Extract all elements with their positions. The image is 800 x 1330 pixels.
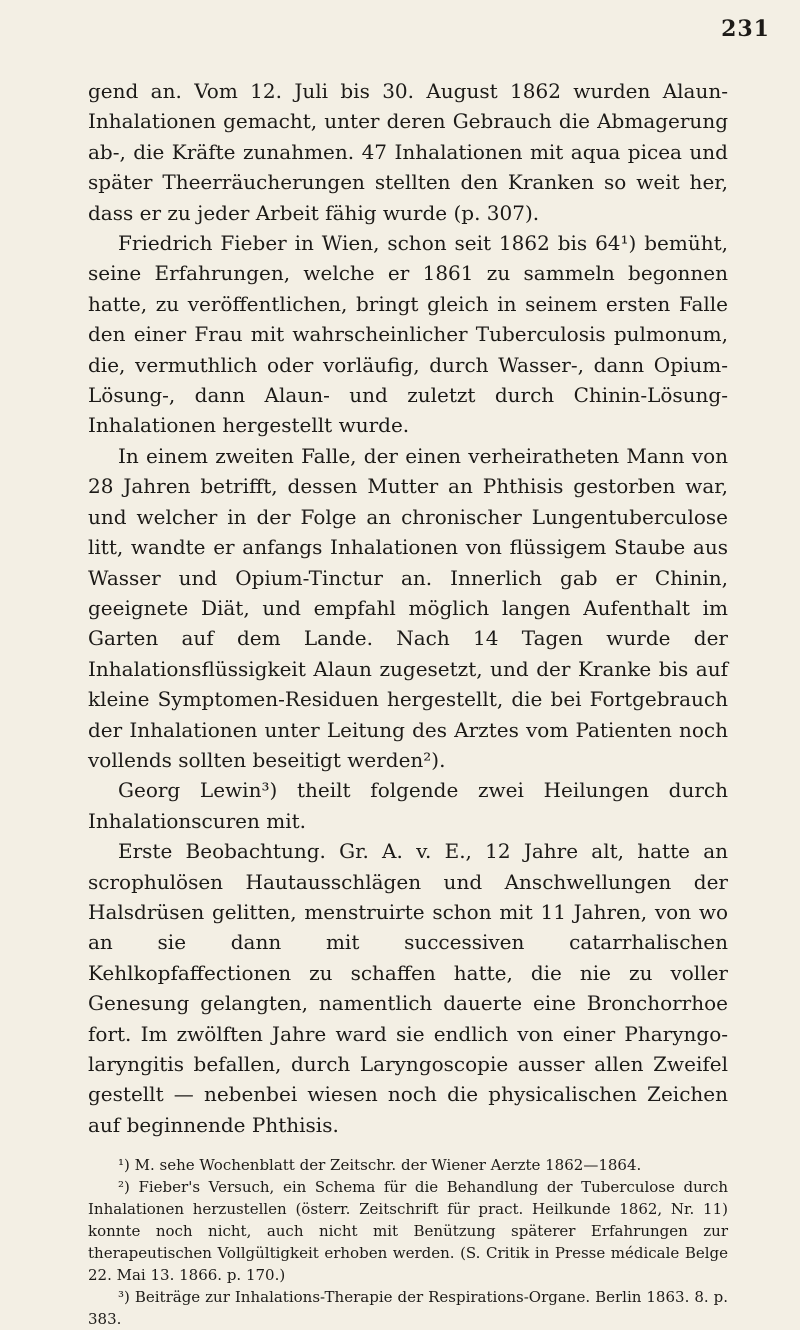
page-number: 231 [721,16,770,42]
paragraph-4: Georg Lewin³) theilt folgende zwei Heilungen durch Inhalationscuren mit. [88,778,728,833]
paragraph-3: In einem zweiten Falle, der einen verheiratheten Mann von 28 Jahren betrifft, dessen Mutter an Phthisis gestorben war, und welcher in der Folge an chronischer Lungentuberculose litt, wandte er anfangs Inhalationen von flüssigem Staube aus Wasser und Opium-Tinctur an. Innerlich gab er Chinin, geeignete Diät, und empfahl möglich langen Aufenthalt im Garten auf dem Lande. Nach 14 Tagen wurde der Inhalationsflüssigkeit Alaun zugesetzt, und der Kranke bis auf kleine Symptomen-Residuen hergestellt, die bei Fortgebrauch der Inhalationen unter Leitung des Arztes vom Patienten noch vollends sollten beseitigt werden²). [88,443,728,772]
footnote-2: ²) Fieber's Versuch, ein Schema für die Behandlung der Tuberculose durch Inhalationen herzustellen (österr. Zeitschrift für pract. Heilkunde 1862, Nr. 11) konnte noch nicht, auch nicht mit Benützung späterer Erfahrungen zur therapeutischen Vollgültigkeit erhoben werden. (S. Critik in Presse médicale Belge 22. Mai 13. 1866. p. 170.) [88,1178,728,1285]
paragraph-5: Erste Beobachtung. Gr. A. v. E., 12 Jahre alt, hatte an scrophulösen Hautausschlägen und Anschwellungen der Halsdrüsen gelitten, menstruirte schon mit 11 Jahren, von wo an sie dann mit successiven catarrhalischen Kehlkopfaffectionen zu schaffen hatte, die nie zu voller Genesung gelangten, namentlich dauerte eine Bronchorrhoe fort. Im zwölften Jahre ward sie endlich von einer Pharyngo-laryngitis befallen, durch Laryngoscopie ausser allen Zweifel gestellt — nebenbei wiesen noch die physicalischen Zeichen auf beginnende Phthisis. [88,839,728,1137]
main-text [88,76,728,1140]
paragraph-1: gend an. Vom 12. Juli bis 30. August 1862 wurden Alaun-Inhalationen gemacht, unter deren Gebrauch die Abmagerung ab-, die Kräfte zunahmen. 47 Inhalationen mit aqua picea und später Theerräucherungen stellten den Kranken so weit her, dass er zu jeder Arbeit fähig wurde (p. 307). [88,79,728,225]
footnotes [88,1154,728,1330]
footnote-1: ¹) M. sehe Wochenblatt der Zeitschr. der Wiener Aerzte 1862—1864. [118,1156,642,1175]
footnote-3: ³) Beiträge zur Inhalations-Therapie der Respirations-Organe. Berlin 1863. 8. p. 383. [88,1288,728,1329]
paragraph-2: Friedrich Fieber in Wien, schon seit 1862 bis 64¹) bemüht, seine Erfahrungen, welche er 1861 zu sammeln begonnen hatte, zu veröffentlichen, bringt gleich in seinem ersten Falle den einer Frau mit wahrscheinlicher Tuberculosis pulmonum, die, vermuthlich oder vorläufig, durch Wasser-, dann Opium-Lösung-, dann Alaun- und zuletzt durch Chinin-Lösung-Inhalationen hergestellt wurde. [88,231,728,438]
